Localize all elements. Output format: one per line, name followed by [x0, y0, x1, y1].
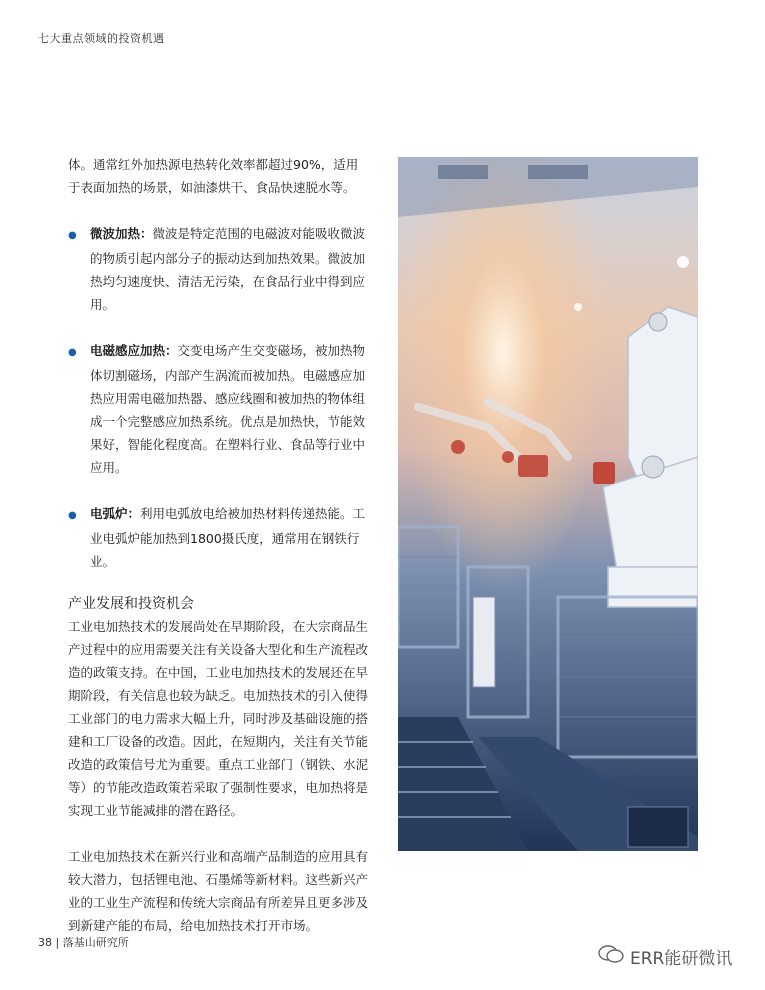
bullet-text: 利用电弧放电给被加热材料传递热能。工业电弧炉能加热到1800摄氏度，通常用在钢铁行业。 — [90, 506, 366, 569]
running-header: 七大重点领域的投资机遇 — [38, 32, 165, 45]
section-heading: 产业发展和投资机会 — [68, 596, 194, 612]
bullet-microwave — [68, 222, 368, 316]
bullet-icon: ● — [68, 230, 77, 241]
bullet-term: 微波加热： — [90, 226, 153, 241]
intro-paragraph: 体。通常红外加热源电热转化效率都超过90%，适用于表面加热的场景，如油漆烘干、食品快速脱水等。 — [68, 157, 359, 195]
wechat-watermark — [598, 944, 732, 969]
page-footer: 38 | 落基山研究所 — [38, 936, 129, 949]
bullet-text: 微波是特定范围的电磁波对能吸收微波的物质引起内部分子的振动达到加热效果。微波加热均匀速度快、清洁无污染，在食品行业中得到应用。 — [90, 226, 366, 312]
bullet-icon: ● — [68, 347, 77, 358]
bullet-arc-furnace — [68, 502, 368, 573]
watermark-text: ERR能研微讯 — [630, 949, 733, 969]
bullet-term: 电弧炉： — [90, 506, 141, 521]
bullet-induction — [68, 339, 368, 479]
bullet-icon: ● — [68, 510, 77, 521]
body-paragraph: 工业电加热技术在新兴行业和高端产品制造的应用具有较大潜力，包括锂电池、石墨烯等新材料。这些新兴产业的工业生产流程和传统大宗商品有所差异且更多涉及到新建产能的布局，给电加热技术打开市场。 — [68, 849, 369, 933]
bullet-term: 电磁感应加热： — [90, 343, 178, 358]
factory-robot-photo — [398, 157, 698, 851]
body-column — [68, 153, 368, 937]
body-paragraph: 工业电加热技术的发展尚处在早期阶段，在大宗商品生产过程中的应用需要关注有关设备大型化和生产流程改造的政策支持。在中国，工业电加热技术的发展还在早期阶段，有关信息也较为缺乏。电加热技术的引入使得工业部门的电力需求大幅上升，同时涉及基础设施的搭建和工厂设备的改造。因此，在短期内，关注有关节能改造的政策信号尤为重要。重点工业部门（钢铁、水泥等）的节能改造政策若采取了强制性要求，电加热将是实现工业节能减排的潜在路径。 — [68, 619, 369, 818]
bullet-text: 交变电场产生交变磁场，被加热物体切割磁场，内部产生涡流而被加热。电磁感应加热应用需电磁加热器、感应线圈和被加热的物体组成一个完整感应加热系统。优点是加热快，节能效果好，智能化程度高。在塑料行业、食品等行业中应用。 — [90, 343, 366, 475]
wechat-icon — [598, 944, 624, 969]
